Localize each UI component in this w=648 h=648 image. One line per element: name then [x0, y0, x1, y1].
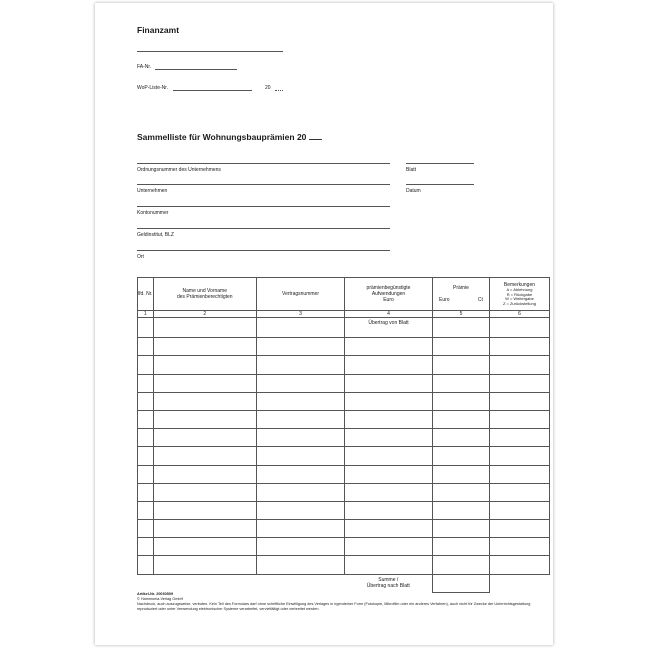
column-number: 2: [153, 311, 257, 318]
table-row: [138, 483, 550, 501]
column-number: 4: [345, 311, 433, 318]
ordnungsnummer-label: Ordnungsnummer des Unternehmens: [137, 167, 221, 173]
table-row: [138, 520, 550, 538]
form-page: [95, 3, 553, 645]
uebertrag-von-blatt-label: Übertrag von Blatt: [345, 318, 433, 338]
kontonummer-label: Kontonummer: [137, 210, 169, 216]
geldinstitut-line: [137, 228, 390, 229]
footer: [137, 592, 547, 612]
table-row: [138, 465, 550, 483]
finanzamt-label: Finanzamt: [137, 25, 180, 35]
title-year-line: [309, 139, 322, 140]
form-title: [137, 132, 322, 142]
column-number: 3: [257, 311, 345, 318]
datum-label: Datum: [406, 188, 421, 194]
geldinstitut-label: Geldinstitut, BLZ: [137, 232, 174, 238]
ort-line: [137, 250, 390, 251]
summe-label: Summe / Übertrag nach Blatt: [345, 574, 433, 592]
copyright: © Hammonia-Verlag GmbH: [137, 597, 184, 601]
artikel-nr: Artikel-Nr. 20030509: [137, 592, 174, 596]
column-number-row: [138, 311, 550, 318]
col-vertragsnummer-header: Vertragsnummer: [257, 278, 345, 311]
unternehmen-line: [137, 184, 390, 185]
table-row: [138, 429, 550, 447]
form-title-text: Sammelliste für Wohnungsbauprämien 20: [137, 132, 307, 142]
kontonummer-line: [137, 206, 390, 207]
summe-row: [138, 574, 550, 592]
table-row: [138, 338, 550, 356]
column-number: 1: [138, 311, 154, 318]
table-row: [138, 447, 550, 465]
praemie-ct-label: Ct: [477, 297, 483, 303]
col-praemie-header: Prämie Euro Ct: [433, 278, 490, 311]
praemie-euro-label: Euro: [439, 297, 450, 303]
unternehmen-label: Unternehmen: [137, 188, 168, 194]
praemien-table: [137, 277, 550, 593]
fa-nr-label: FA-Nr.: [137, 64, 152, 70]
year-prefix: 20: [265, 85, 271, 91]
table-row: [138, 556, 550, 574]
ort-label: Ort: [137, 254, 144, 260]
col-aufwendungen-header: prämienbegünstigte Aufwendungen Euro: [345, 278, 433, 311]
table-header-row: [138, 278, 550, 311]
copyright-note: Nachdruck, auch auszugsweise, verboten. Kein Teil des Formulars darf ohne schriftliche Einwilligung des Verlages in irgendeiner Form (Fotokopie, Mikrofilm oder ein anderes Verfahren), auch nicht für Zwecke der Unterrichtsgestaltung reproduziert oder unter Verwendung elektronischer Systeme verarbeitet, vervielfältigt oder verbreitet werden.: [137, 602, 531, 611]
column-number: 5: [433, 311, 490, 318]
summe-praemie-cell: [433, 574, 490, 592]
blatt-label: Blatt: [406, 167, 417, 173]
uebertrag-row: [138, 318, 550, 338]
finanzamt-line: [137, 51, 283, 52]
table-row: [138, 374, 550, 392]
col-name-header: Name und Vorname des Prämienberechtigten: [153, 278, 257, 311]
wop-liste-line: [173, 90, 252, 91]
col-lfd-nr-header: lfd. Nr.: [138, 278, 154, 311]
datum-line: [406, 184, 474, 185]
table-row: [138, 392, 550, 410]
blatt-line: [406, 163, 474, 164]
col-bemerkungen-header: Bemerkungen A = Ablehnung R = Rückgabe W = Weitergabe Z = Zurückstellung: [489, 278, 549, 311]
column-number: 6: [489, 311, 549, 318]
fa-nr-line: [155, 69, 237, 70]
wop-liste-label: WoP-Liste-Nr.: [137, 85, 169, 91]
year-dots: [275, 90, 283, 91]
table-row: [138, 410, 550, 428]
ordnungsnummer-line: [137, 163, 390, 164]
table-row: [138, 501, 550, 519]
table-row: [138, 538, 550, 556]
table-row: [138, 356, 550, 374]
